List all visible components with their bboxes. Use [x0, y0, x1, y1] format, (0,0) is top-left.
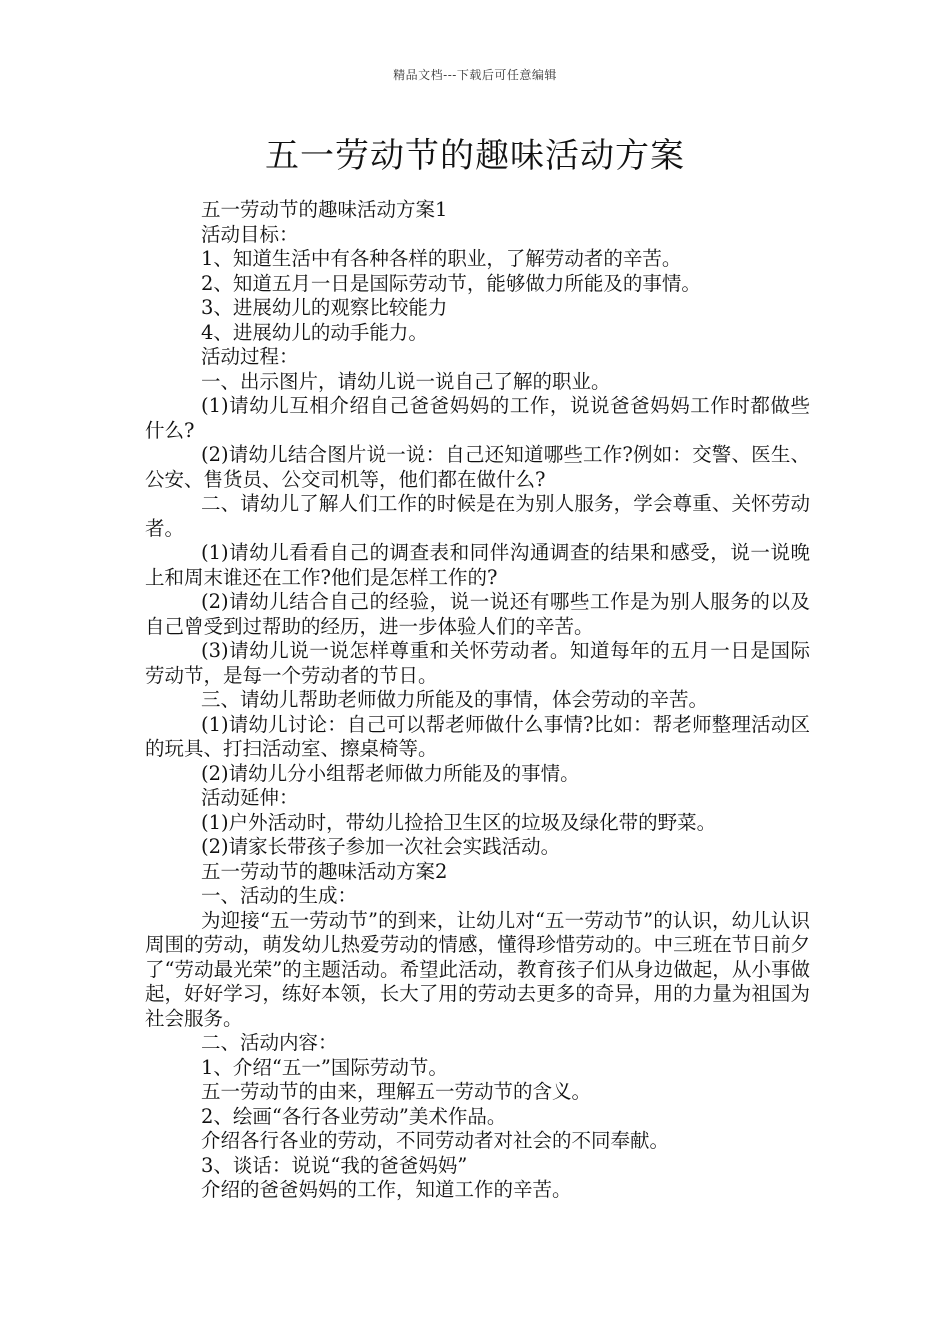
- paragraph: 3、谈话：说说“我的爸爸妈妈”: [201, 1153, 468, 1177]
- document-body: [145, 198, 810, 1203]
- paragraph: 一、出示图片，请幼儿说一说自己了解的职业。: [201, 369, 611, 393]
- paragraph: (1)户外活动时，带幼儿捡拾卫生区的垃圾及绿化带的野菜。: [201, 810, 717, 834]
- paragraph: (2)请家长带孩子参加一次社会实践活动。: [201, 835, 561, 858]
- document-title: 五一劳动节的趣味活动方案: [265, 136, 685, 176]
- page-header-note: 精品文档---下载后可任意编辑: [393, 68, 557, 82]
- paragraph: 三、请幼儿帮助老师做力所能及的事情，体会劳动的辛苦。: [201, 688, 709, 711]
- paragraph: (2)请幼儿分小组帮老师做力所能及的事情。: [201, 761, 580, 785]
- paragraph: 2、知道五月一日是国际劳动节，能够做力所能及的事情。: [201, 271, 701, 295]
- paragraph: 介绍各行各业的劳动，不同劳动者对社会的不同奉献。: [201, 1129, 670, 1152]
- paragraph: 五一劳动节的趣味活动方案1: [201, 198, 448, 221]
- paragraph: (2)请幼儿结合图片说一说：自己还知道哪些工作?例如：交警、医生、公安、售货员、公交司机等，他们都在做什么?: [145, 443, 810, 491]
- paragraph: (3)请幼儿说一说怎样尊重和关怀劳动者。知道每年的五月一日是国际劳动节，是每一个劳动者的节日。: [145, 639, 810, 687]
- paragraph: 4、进展幼儿的动手能力。: [201, 320, 428, 344]
- paragraph: 为迎接“五一劳动节”的到来，让幼儿对“五一劳动节”的认识，幼儿认识周围的劳动，萌发幼儿热爱劳动的情感，懂得珍惜劳动的。中三班在节日前夕了“劳动最光荣”的主题活动。希望此活动，教育孩子们从身边做起，从小事做起，好好学习，练好本领，长大了用的劳动去更多的奇异，用的力量为祖国为社会服务。: [145, 908, 810, 1030]
- paragraph: 二、活动内容：: [201, 1031, 338, 1054]
- paragraph: 1、介绍“五一”国际劳动节。: [201, 1055, 448, 1079]
- paragraph: 一、活动的生成：: [201, 884, 358, 907]
- paragraph: (2)请幼儿结合自己的经验，说一说还有哪些工作是为别人服务的以及自己曾受到过帮助的经历，进一步体验人们的辛苦。: [145, 590, 810, 638]
- paragraph: 五一劳动节的趣味活动方案2: [201, 859, 448, 883]
- paragraph: (1)请幼儿讨论：自己可以帮老师做什么事情?比如：帮老师整理活动区的玩具、打扫活动室、擦桌椅等。: [145, 712, 810, 760]
- paragraph: 活动过程：: [201, 345, 299, 368]
- paragraph: 活动目标：: [201, 222, 299, 246]
- paragraph: 1、知道生活中有各种各样的职业，了解劳动者的辛苦。: [201, 247, 682, 270]
- paragraph: 五一劳动节的由来，理解五一劳动节的含义。: [201, 1080, 592, 1103]
- paragraph: 2、绘画“各行各业劳动”美术作品。: [201, 1104, 507, 1128]
- paragraph: 介绍的爸爸妈妈的工作，知道工作的辛苦。: [201, 1178, 572, 1201]
- paragraph: (1)请幼儿互相介绍自己爸爸妈妈的工作，说说爸爸妈妈工作时都做些什么?: [145, 394, 810, 442]
- paragraph: 二、请幼儿了解人们工作的时候是在为别人服务，学会尊重、关怀劳动者。: [145, 492, 810, 540]
- paragraph: 活动延伸：: [201, 786, 299, 809]
- paragraph: 3、进展幼儿的观察比较能力: [201, 296, 448, 319]
- paragraph: (1)请幼儿看看自己的调查表和同伴沟通调查的结果和感受，说一说晚上和周末谁还在工作?他们是怎样工作的?: [145, 541, 810, 589]
